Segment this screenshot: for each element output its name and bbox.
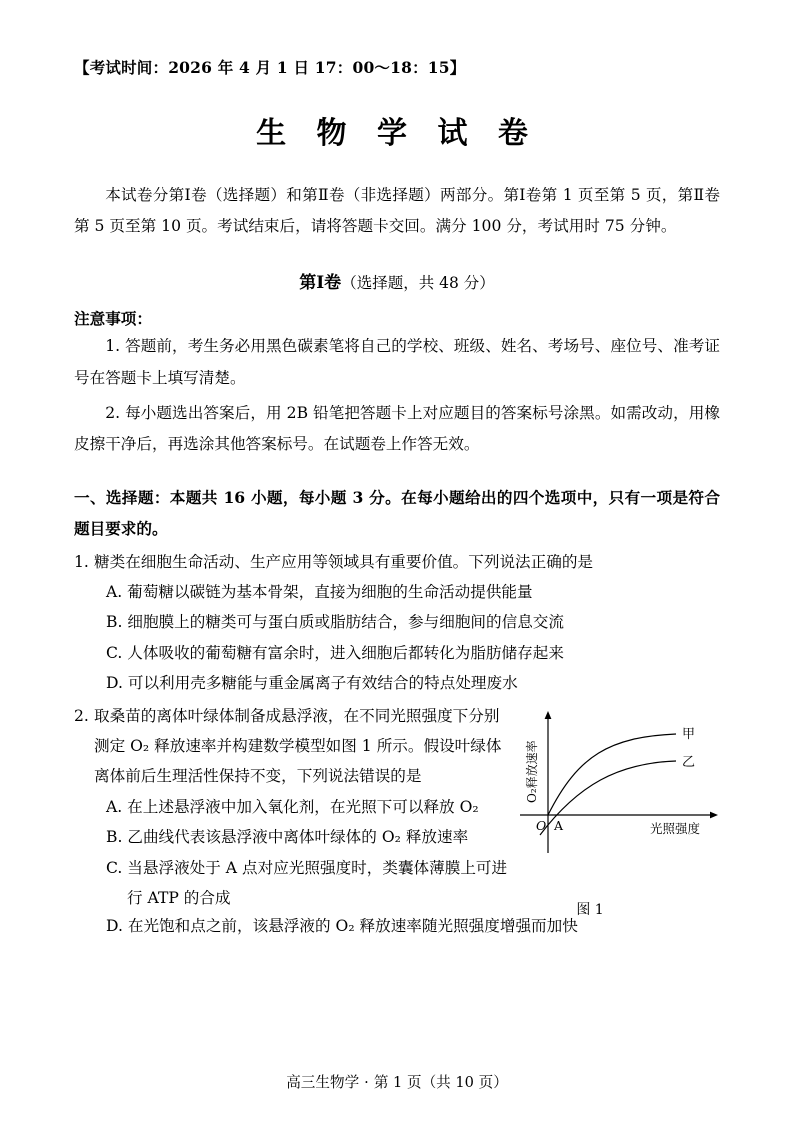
question-1-option-b: B. 细胞膜上的糖类可与蛋白质或脂肪结合，参与细胞间的信息交流: [106, 613, 564, 632]
footer-separator: ·: [364, 1074, 369, 1091]
figure-1-curve-label-yi: 乙: [682, 754, 696, 770]
section-sublabel: （选择题，共 48 分）: [341, 274, 495, 293]
section-label: 第Ⅰ卷: [299, 273, 342, 294]
question-1-text: 糖类在细胞生命活动、生产应用等领域具有重要价值。下列说法正确的是: [94, 552, 594, 571]
exam-time-line: 【考试时间：2026 年 4 月 1 日 17：00～18：15】: [74, 58, 466, 77]
notice-item-1: 1. 答题前，考生务必用黑色碳素笔将自己的学校、班级、姓名、考场号、座位号、准考证号在答题卡上填写清楚。: [74, 337, 720, 387]
page-title: 生 物 学 试 卷: [256, 116, 538, 151]
question-2-number: 2.: [74, 706, 89, 725]
question-2-option-c-cont: 行 ATP 的合成: [127, 888, 231, 907]
figure-1: [500, 703, 728, 925]
page-footer: [0, 1071, 794, 1092]
question-1-option-d: D. 可以利用壳多糖能与重金属离子有效结合的特点处理废水: [106, 674, 518, 693]
question-1: [74, 547, 720, 699]
question-2-stem: [74, 701, 564, 731]
figure-1-point-label: A: [554, 817, 564, 833]
part-heading: 一、选择题：本题共 16 小题，每小题 3 分。在每小题给出的四个选项中，只有一项是符合题目要求的。: [74, 488, 720, 539]
figure-1-curve-label-jia: 甲: [682, 726, 696, 742]
footer-page: 第 1 页（共 10 页）: [373, 1074, 508, 1091]
figure-1-xlabel: 光照强度: [650, 820, 701, 836]
question-2-option-b: B. 乙曲线代表该悬浮液中离体叶绿体的 O₂ 释放速率: [106, 828, 469, 847]
figure-1-graph: [500, 703, 728, 883]
question-2-text-line-3: 离体前后生理活性保持不变，下列说法错误的是: [94, 767, 422, 786]
section-header: [74, 268, 720, 293]
intro-paragraph: 本试卷分第Ⅰ卷（选择题）和第Ⅱ卷（非选择题）两部分。第Ⅰ卷第 1 页至第 5 页，第Ⅱ卷第 5 页至第 10 页。考试结束后，请将答题卡交回。满分 100 分，考试用时 75 分钟。: [74, 186, 720, 236]
question-2: [74, 701, 720, 918]
question-1-option-a: A. 葡萄糖以碳链为基本骨架，直接为细胞的生命活动提供能量: [106, 582, 533, 601]
footer-subject: 高三生物学: [286, 1074, 360, 1091]
notice-title: 注意事项：: [74, 309, 152, 329]
question-1-number: 1.: [74, 552, 89, 571]
question-2-text-line-1: 取桑苗的离体叶绿体制备成悬浮液，在不同光照强度下分别: [94, 706, 500, 725]
figure-1-ylabel: O₂释放速率: [525, 739, 539, 803]
figure-1-caption: 图 1: [576, 901, 604, 918]
figure-1-origin-label: O: [536, 817, 547, 833]
question-2-text-line-2: 测定 O₂ 释放速率并构建数学模型如图 1 所示。假设叶绿体: [94, 736, 502, 755]
notice-item-2: 2. 每小题选出答案后，用 2B 铅笔把答题卡上对应题目的答案标号涂黑。如需改动，用橡皮擦干净后，再选涂其他答案标号。在试题卷上作答无效。: [74, 403, 720, 453]
question-2-option-a: A. 在上述悬浮液中加入氧化剂，在光照下可以释放 O₂: [106, 797, 479, 816]
question-2-body: [74, 701, 564, 914]
question-1-stem: [74, 547, 720, 577]
question-2-option-c: C. 当悬浮液处于 A 点对应光照强度时，类囊体薄膜上可进: [106, 858, 508, 877]
question-1-option-c: C. 人体吸收的葡萄糖有富余时，进入细胞后都转化为脂肪储存起来: [106, 643, 564, 662]
question-2-option-d: D. 在光饱和点之前，该悬浮液的 O₂ 释放速率随光照强度增强而加快: [106, 917, 578, 936]
